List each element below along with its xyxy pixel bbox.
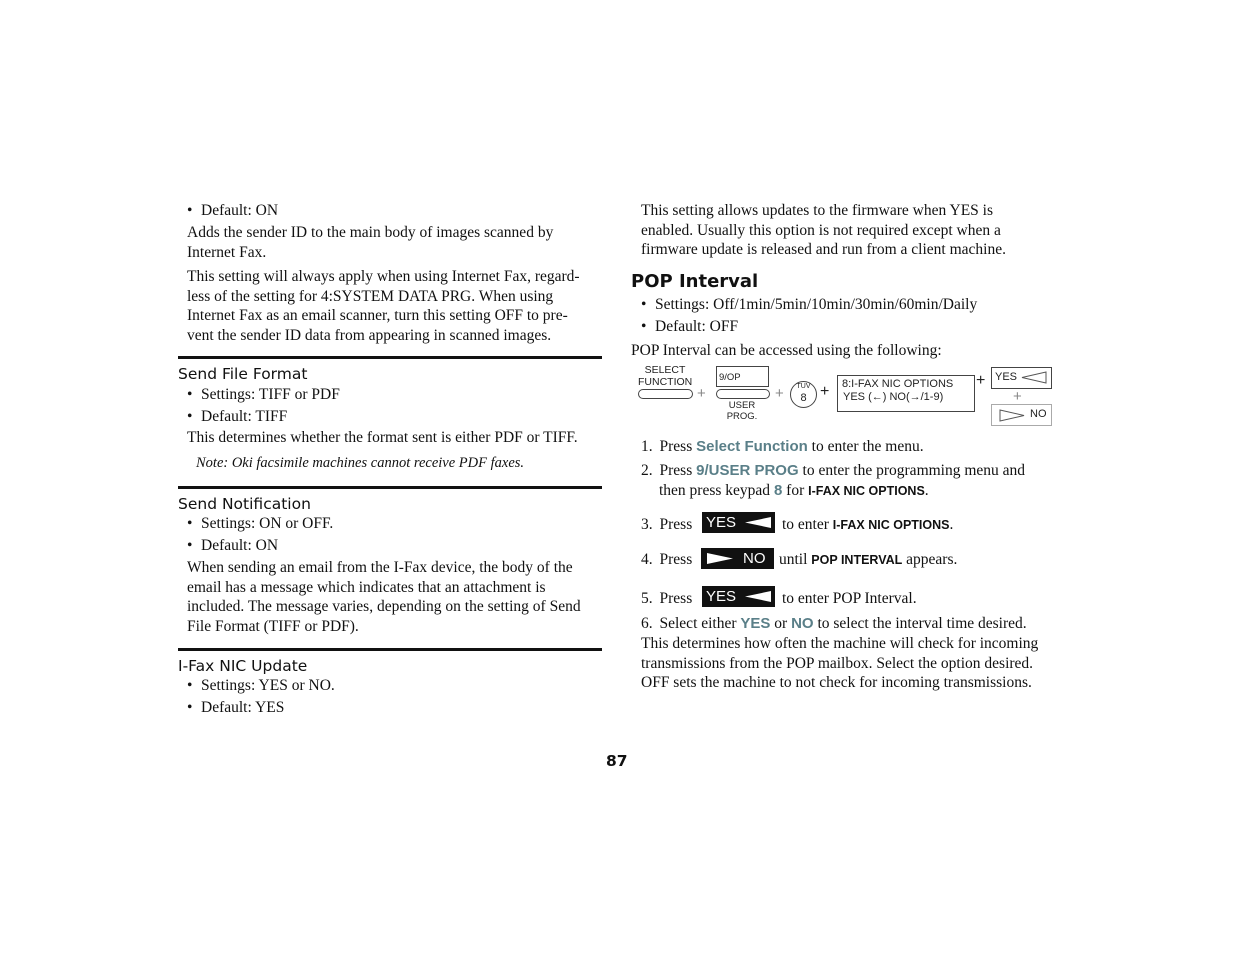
- list-item: • Default: YES: [201, 698, 284, 718]
- list-item: • Default: ON: [201, 536, 278, 556]
- send-notification-body: [187, 558, 607, 636]
- send-notification-heading: Send Notification: [178, 495, 311, 513]
- plus-icon: +: [976, 372, 986, 389]
- text-line: [641, 461, 1061, 481]
- text-fragment: .: [924, 481, 929, 499]
- op-label: 9/OP: [719, 372, 741, 383]
- lcd-line-2: [843, 391, 943, 403]
- lcd-line-1: 8:I-FAX NIC OPTIONS: [842, 378, 954, 390]
- menu-name: I-FAX NIC OPTIONS: [832, 518, 950, 532]
- text-fragment: for: [782, 481, 809, 499]
- step-number: 5.: [641, 590, 653, 607]
- text-fragment: Press: [659, 551, 693, 568]
- text-fragment: to enter the menu.: [807, 438, 924, 455]
- step-number: 3.: [641, 516, 653, 533]
- text-fragment: or: [770, 615, 792, 632]
- yes-key-diagram: [991, 367, 1052, 389]
- yes-label: YES: [706, 514, 737, 531]
- text-fragment: Press: [659, 590, 693, 607]
- yes-button-icon: [702, 512, 775, 533]
- menu-name: I-FAX NIC OPTIONS: [808, 483, 925, 498]
- step-number: 2.: [641, 462, 653, 479]
- step-number: 1.: [641, 438, 653, 455]
- yes-key-ref: YES: [740, 615, 771, 632]
- text-fragment: ) NO(: [882, 391, 910, 403]
- no-key-diagram: [991, 404, 1052, 426]
- sender-id-paragraph: Adds the sender ID to the main body of images scanned by Internet Fax.: [187, 224, 554, 261]
- access-text: POP Interval can be accessed using the following:: [631, 342, 942, 359]
- text-line: firmware update is released and run from a client machine.: [641, 241, 1006, 258]
- step-5-text: to enter POP Interval.: [782, 590, 917, 607]
- text-line: vent the sender ID data from appearing in scanned images.: [187, 326, 552, 344]
- no-label: NO: [743, 550, 766, 567]
- no-button-icon: [701, 548, 774, 569]
- file-format-body: This determines whether the format sent is either PDF or TIFF.: [187, 429, 578, 446]
- step-number: 6.: [641, 615, 653, 632]
- text-line: This determines how often the machine will check for incoming: [641, 635, 1039, 652]
- plus-icon: +: [1013, 388, 1022, 405]
- user-prog-key-ref: 9/USER PROG: [696, 462, 799, 479]
- right-arrow-icon: →: [909, 391, 921, 403]
- text-fragment: Press: [659, 438, 697, 455]
- text-fragment: then press keypad: [659, 481, 774, 499]
- text-line: USER: [728, 400, 756, 411]
- list-item: • Settings: ON or OFF.: [201, 514, 333, 534]
- plus-icon: +: [820, 383, 830, 400]
- text-line: [641, 481, 1061, 502]
- step-1: [641, 437, 924, 457]
- text-line: SELECT: [644, 364, 686, 376]
- key-8-label: 8: [800, 392, 807, 404]
- text-fragment: to select the interval time desired.: [813, 615, 1027, 632]
- text-fragment: /1-9): [920, 391, 944, 403]
- section-divider: [178, 356, 602, 359]
- no-label: NO: [1030, 408, 1047, 420]
- list-item: • Settings: Off/1min/5min/10min/30min/60min/Daily: [655, 295, 977, 315]
- list-item: • Settings: YES or NO.: [201, 676, 335, 696]
- no-key-ref: NO: [791, 615, 814, 632]
- user-prog-key: [716, 389, 770, 399]
- step-6: [641, 614, 1027, 634]
- text-fragment: appears.: [902, 551, 958, 568]
- text-line: Internet Fax as an email scanner, turn this setting OFF to pre-: [187, 307, 568, 324]
- text-line: included. The message varies, depending on the setting of Send: [187, 598, 581, 615]
- left-triangle-icon: [744, 590, 772, 603]
- list-item: • Default: OFF: [655, 317, 738, 337]
- plus-icon: +: [697, 385, 706, 402]
- yes-button-icon: [702, 586, 775, 607]
- step-5: [641, 589, 692, 609]
- section-divider: [178, 486, 602, 489]
- text-fragment: Press: [659, 516, 693, 533]
- select-function-key-ref: Select Function: [696, 438, 808, 455]
- left-arrow-icon: ←: [871, 391, 883, 403]
- text-line: PROG.: [726, 411, 758, 422]
- step-4-text: [779, 550, 957, 571]
- select-function-label: [638, 364, 692, 388]
- text-fragment: to enter: [782, 516, 833, 533]
- step-3: [641, 515, 692, 535]
- text-line: This setting will always apply when using Internet Fax, regard-: [187, 268, 580, 285]
- text-line: When sending an email from the I-Fax device, the body of the: [187, 559, 573, 576]
- send-file-format-heading: Send File Format: [178, 365, 308, 383]
- text-fragment: .: [949, 516, 954, 533]
- select-function-key: [638, 389, 693, 399]
- text-line: OFF sets the machine to not check for incoming transmissions.: [641, 674, 1032, 691]
- nic-update-heading: I-Fax NIC Update: [178, 657, 308, 675]
- text-fragment: Press: [659, 462, 697, 479]
- step-2: [641, 461, 1061, 501]
- text-line: email has a message which indicates that an attachment is: [187, 578, 546, 596]
- text-line: File Format (TIFF or PDF).: [187, 617, 359, 635]
- text-line: FUNCTION: [638, 376, 693, 388]
- yes-label: YES: [706, 588, 737, 605]
- default-on-bullet: • Default: ON: [201, 201, 278, 221]
- pdf-note: Note: Oki facsimile machines cannot receive PDF faxes.: [196, 455, 525, 471]
- text-line: This setting allows updates to the firmware when YES is: [641, 202, 993, 219]
- tuv-label: TUV: [796, 383, 811, 390]
- text-line: less of the setting for 4:SYSTEM DATA PRG. When using: [187, 287, 554, 305]
- list-item: • Settings: TIFF or PDF: [201, 385, 340, 405]
- plus-icon: +: [775, 385, 784, 402]
- step-4: [641, 550, 692, 570]
- firmware-paragraph: [641, 201, 1061, 260]
- text-fragment: until: [779, 551, 812, 568]
- section-divider: [178, 648, 602, 651]
- closing-paragraph: [641, 634, 1071, 693]
- step-3-text: [782, 515, 953, 536]
- user-prog-label: [722, 400, 762, 422]
- text-fragment: to enter the programming menu and: [798, 462, 1026, 479]
- internet-fax-paragraph: [187, 267, 607, 345]
- text-line: transmissions from the POP mailbox. Select the option desired.: [641, 654, 1034, 672]
- page-number: 87: [606, 752, 628, 770]
- text-fragment: Select either: [659, 615, 741, 632]
- right-triangle-icon: [706, 552, 734, 565]
- left-triangle-icon: [1021, 371, 1047, 384]
- left-triangle-icon: [744, 516, 772, 529]
- step-number: 4.: [641, 551, 653, 568]
- text-fragment: YES (: [843, 391, 872, 403]
- keypad-8-ref: 8: [773, 481, 783, 499]
- list-item: • Default: TIFF: [201, 407, 287, 427]
- text-line: enabled. Usually this option is not required except when a: [641, 221, 1001, 239]
- right-triangle-icon: [999, 409, 1025, 422]
- menu-name: POP INTERVAL: [811, 553, 903, 567]
- yes-label: YES: [995, 371, 1018, 383]
- pop-interval-heading: POP Interval: [631, 271, 759, 292]
